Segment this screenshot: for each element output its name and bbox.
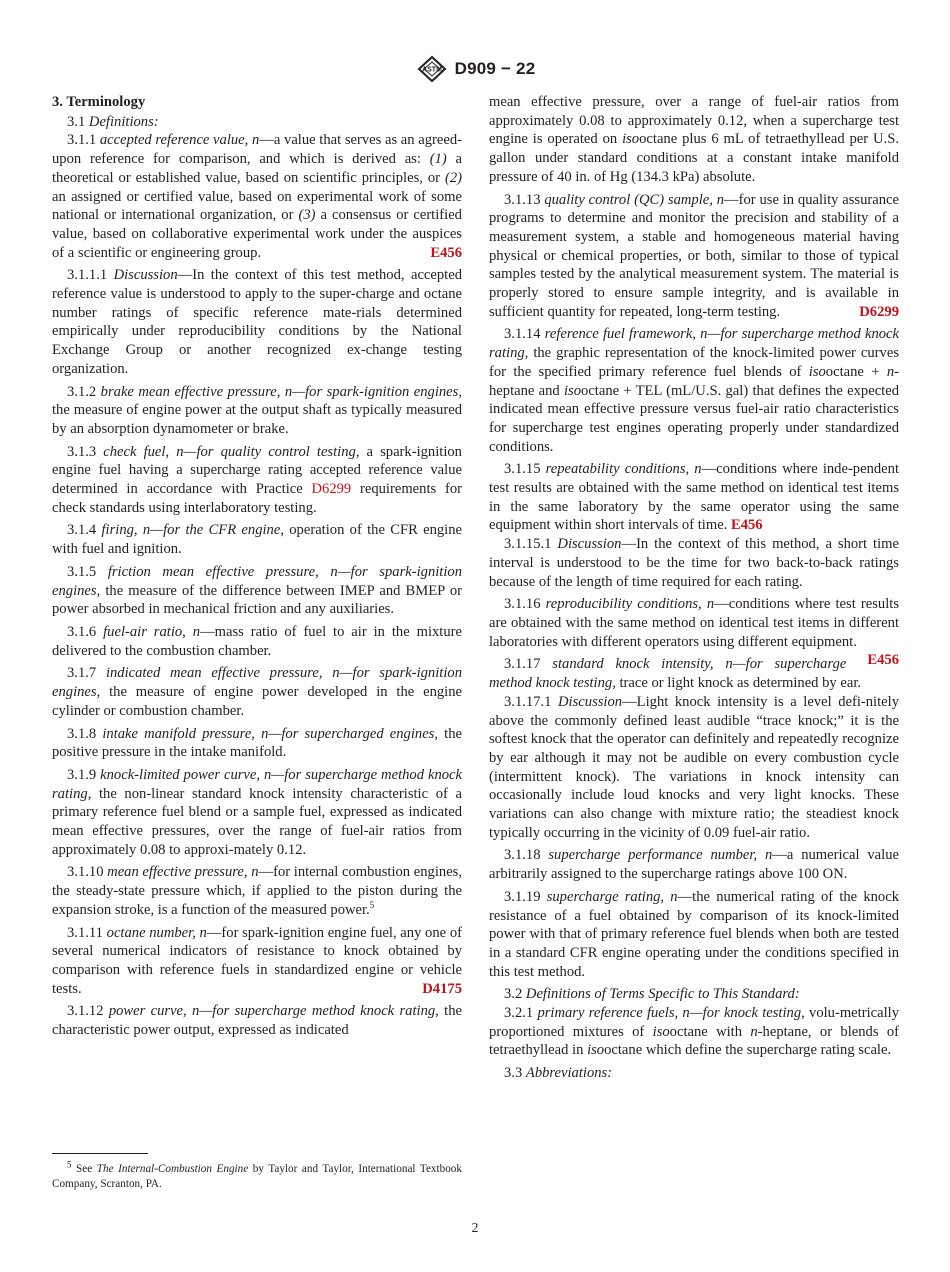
reference-link[interactable]: E456 xyxy=(730,517,763,534)
definition-3-1-11: 3.1.11 octane number, n—for spark-ignition engine fuel, any one of several numerical indicators of resistance to knock obtained by comparison with reference fuels in standardized engine or vehicle tests. D4175 xyxy=(52,924,462,997)
definition-3-1-12: 3.1.12 power curve, n—for supercharge method knock rating, the characteristic power output, expressed as indicated xyxy=(52,1003,462,1039)
footnote: $^5$ See The Internal-Combustion Engine by Taylor and Taylor, International Textbook Company, Scranton, PA. xyxy=(52,1159,462,1190)
definition-3-1-12-continued: mean effective pressure, over a range of fuel-air ratios from approximately 0.08 to approximately 0.12, when a supercharge test engine is operated on isooctane plus 6 mL of tetraethyllead per U.S. gallon under standard conditions at a constant intake manifold pressure of 40 in. of Hg (134.3 kPa) absolute. xyxy=(489,94,900,185)
definition-3-1-2: 3.1.2 brake mean effective pressure, n—for spark-ignition engines, the measure of engine power at the output shaft as typically measured by an absorption dynamometer or brake. xyxy=(52,383,463,437)
discussion-3-1-17-1: 3.1.17.1 Discussion—Light knock intensity is a level defi-nitely above the commonly defined least audible “trace knock;” it is the softest knock that the operator can definitely and repeatedly recognize by ear although it may not be audible on every combustion cycle (intermittent knock). The variations in knock intensity can occasionally include loud knocks and very light knocks. These variations can also change with mixture ratio; the steadiest knock typically occurring in the vicinity of 0.09 fuel-air ratio. xyxy=(489,693,899,841)
designation: D909 − 22 xyxy=(454,58,536,78)
definition-3-1-13: 3.1.13 quality control (QC) sample, n—for use in quality assurance programs to determine and monitor the precision and stability of a measurement system, a stable and homogeneous material having physical or chemical properties, or both, similar to those of typical samples tested by the analytical measurement system. The material is properly stored to ensure sample integrity, and is available in sufficient quantity for repeated, long-term testing. D6299 xyxy=(489,191,899,320)
reference-link[interactable]: E456 xyxy=(867,652,899,669)
definition-3-1-17: 3.1.17 standard knock intensity, n—for supercharge method knock testing, trace or light knock as determined by ear. xyxy=(489,656,862,692)
definition-3-1-5: 3.1.5 friction mean effective pressure, n—for spark-ignition engines, the measure of the difference between IMEP and BMEP or power absorbed in mechanical friction and any auxiliaries. xyxy=(52,563,462,618)
definition-3-1-6: 3.1.6 fuel-air ratio, n—mass ratio of fuel to air in the mixture delivered to the combustion chamber. xyxy=(52,623,462,659)
subsection-3-1: 3.1 Definitions: xyxy=(67,113,159,130)
reference-link[interactable]: E456 xyxy=(430,244,462,261)
svg-text:ASTM: ASTM xyxy=(421,66,442,74)
reference-link[interactable]: D6299 xyxy=(859,303,899,320)
footnote-marker[interactable]: 5 xyxy=(369,899,375,910)
reference-link[interactable]: D6299 xyxy=(311,481,352,498)
definition-3-2-1: 3.2.1 primary reference fuels, n—for knock testing, volu-metrically proportioned mixtures of isooctane with n-heptane, or blends of tetraethyllead in isooctane which define the supercharge rating scale. xyxy=(489,1005,900,1059)
subsection-3-3: 3.3 Abbreviations: xyxy=(504,1065,613,1082)
definition-3-1-8: 3.1.8 intake manifold pressure, n—for supercharged engines, the positive pressure in the intake manifold. xyxy=(52,725,462,761)
definition-3-1-14: 3.1.14 reference fuel framework, n—for supercharge method knock rating, the graphic representation of the knock-limited power curves for the specified primary reference fuel blends of isooctane + n-heptane and isooctane + TEL (mL/U.S. gal) that defines the expected indicated mean effective pressure versus fuel-air ratio characteristics for supercharge test engines operating properly under standardized conditions. xyxy=(489,326,899,455)
footnote-divider xyxy=(52,1153,148,1154)
right-column xyxy=(489,93,899,1087)
definition-3-1-15: 3.1.15 repeatability conditions, n—conditions where inde-pendent test results are obtained with the same method on identical test items in the same laboratory by the same operator using the same equipment within short intervals of time. E456 xyxy=(489,461,900,534)
definition-3-1-7: 3.1.7 indicated mean effective pressure, n—for spark-ignition engines, the measure of engine power developed in the engine cylinder or combustion chamber. xyxy=(52,665,462,719)
section-title: 3. Terminology xyxy=(52,94,146,110)
definition-3-1-3: 3.1.3 check fuel, n—for quality control testing, a spark-ignition engine fuel having a supercharge rating accepted reference value determined in accordance with Practice D6299 requirements for check standards using interlaboratory testing. xyxy=(52,443,462,516)
page-header xyxy=(0,54,950,90)
left-column xyxy=(52,93,462,1044)
page-number: 2 xyxy=(471,1220,479,1235)
definition-3-1-10: 3.1.10 mean effective pressure, n—for internal combustion engines, the steady-state pressure which, if applied to the piston during the expansion stroke, is a function of the measured power.$^5$ xyxy=(52,864,462,918)
definition-3-1-18: 3.1.18 supercharge performance number, n—a numerical value arbitrarily assigned to the supercharge ratings above 100 ON. xyxy=(489,847,899,883)
subsection-3-2: 3.2 Definitions of Terms Specific to This Standard: xyxy=(504,986,800,1003)
definition-3-1-19: 3.1.19 supercharge rating, n—the numerical rating of the knock resistance of a fuel obtained by comparison of its knock-limited power with that of primary reference fuel blends when both are tested in a standard CFR engine operating under the conditions specified in this test method. xyxy=(489,888,900,980)
discussion-3-1-1-1: 3.1.1.1 Discussion—In the context of this test method, accepted reference value is understood to apply to the super-charge and octane number ratings of specific reference mate-rials determined empirically under reproducibility conditions by the National Exchange Group or another recognized ex-change testing organization. xyxy=(52,267,462,377)
definition-3-1-4: 3.1.4 firing, n—for the CFR engine, operation of the CFR engine with fuel and ignition. xyxy=(52,522,462,558)
definition-3-1-16: 3.1.16 reproducibility conditions, n—conditions where test results are obtained with the same method on identical test items in different laboratories with different operators using different equipment. E456 xyxy=(489,596,900,669)
discussion-3-1-15-1: 3.1.15.1 Discussion—In the context of this method, a short time interval is understood to be the time for two back-to-back ratings because of the length of time required for each rating. xyxy=(489,536,899,590)
definition-3-1-1: 3.1.1 accepted reference value, n—a value that serves as an agreed-upon reference for comparison, and which is derived as: (1) a theoretical or established value, based on scientific principles, or (2) an assigned or certified value, based on experimental work of some national or international organization, or (3) a consensus or certified value, based on collaborative experimental work under the auspices of a scientific or engineering group. E456 xyxy=(52,132,462,261)
reference-link[interactable]: D4175 xyxy=(422,980,462,997)
definition-3-1-9: 3.1.9 knock-limited power curve, n—for supercharge method knock rating, the non-linear standard knock intensity characteristic of a primary reference fuel blend or a sample fuel, expressed as indicated mean effective pressures, over the range of fuel-air ratios from approximately 0.08 to approxi-mately 0.12. xyxy=(52,766,463,858)
astm-logo-icon xyxy=(415,54,449,84)
